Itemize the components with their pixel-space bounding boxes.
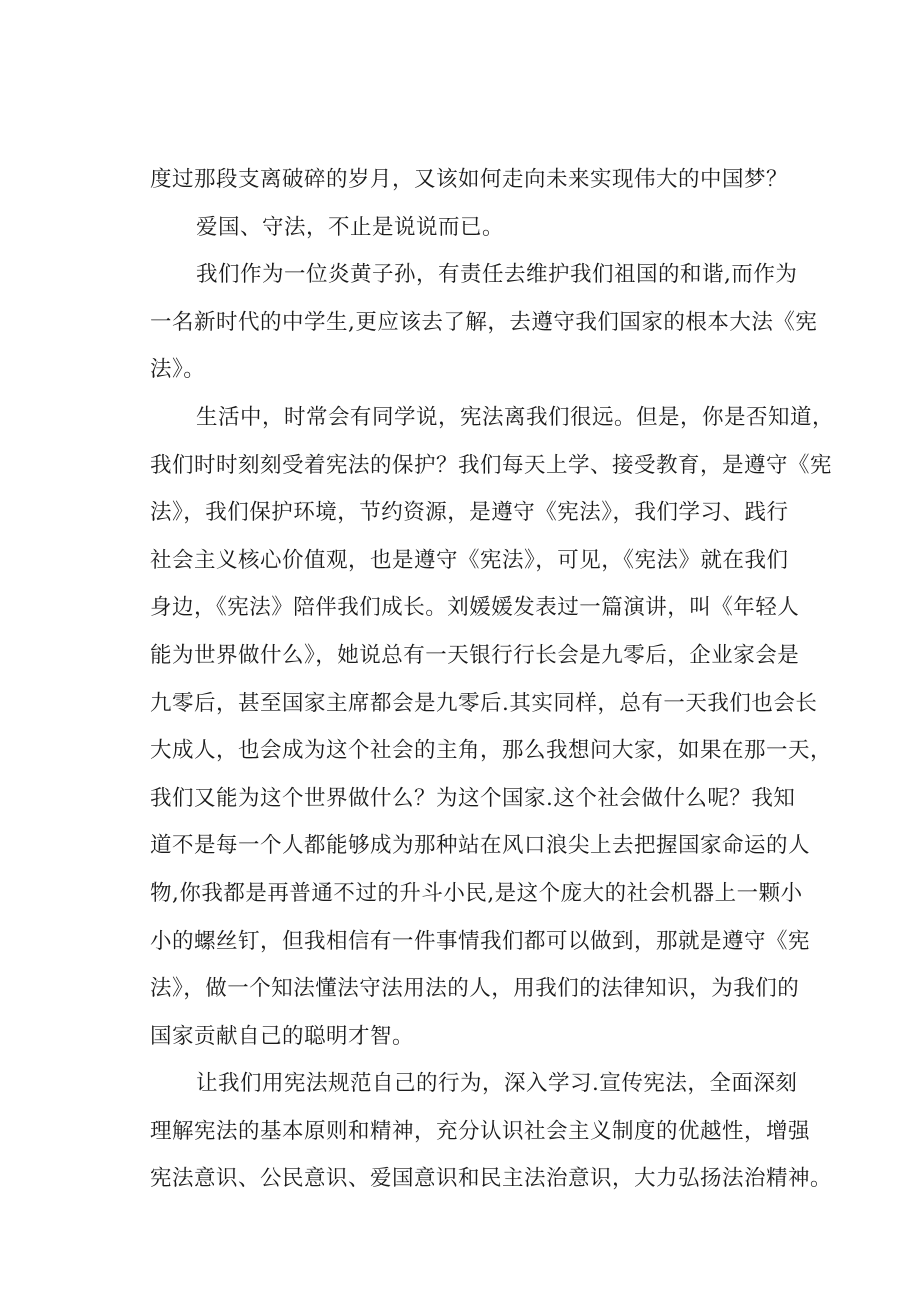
- paragraph-line: 生活中，时常会有同学说，宪法离我们很远。但是，你是否知道，: [196, 404, 835, 430]
- text-line: 法》，我们保护环境，节约资源，是遵守《宪法》，我们学习、践行: [150, 500, 789, 526]
- text-line: 度过那段支离破碎的岁月，又该如何走向未来实现伟大的中国梦？: [150, 167, 789, 192]
- text-line: 物,你我都是再普通不过的升斗小民,是这个庞大的社会机器上一颗小: [150, 880, 803, 906]
- text-line: 法》。: [150, 357, 206, 383]
- text-line: 身边，《宪法》陪伴我们成长。刘媛媛发表过一篇演讲，叫《年轻人: [150, 595, 800, 621]
- paragraph-line: 让我们用宪法规范自己的行为，深入学习.宣传宪法，全面深刻: [196, 1071, 798, 1097]
- text-line: 小的螺丝钉，但我相信有一件事情我们都可以做到，那就是遵守《宪: [150, 928, 811, 954]
- text-line: 一名新时代的中学生,更应该去了解，去遵守我们国家的根本大法《宪: [150, 309, 818, 335]
- text-line: 法》，做一个知法懂法守法用法的人，用我们的法律知识，为我们的: [150, 976, 800, 1002]
- text-line: 九零后，甚至国家主席都会是九零后.其实同样，总有一天我们也会长: [150, 690, 818, 716]
- text-line: 道不是每一个人都能够成为那种站在风口浪尖上去把握国家命运的人: [150, 833, 811, 859]
- text-line: 社会主义核心价值观，也是遵守《宪法》，可见，《宪法》就在我们: [150, 547, 789, 573]
- text-line: 能为世界做什么》，她说总有一天银行行长会是九零后，企业家会是: [150, 642, 800, 668]
- paragraph-line: 爱国、守法，不止是说说而已。: [196, 214, 505, 240]
- text-line: 我们时时刻刻受着宪法的保护？我们每天上学、接受教育，是遵守《宪: [150, 452, 833, 478]
- document-body: [150, 156, 835, 1203]
- paragraph-line: 我们作为一位炎黄子孙，有责任去维护我们祖国的和谐,而作为: [196, 262, 798, 288]
- text-line: 理解宪法的基本原则和精神，充分认识社会主义制度的优越性，增强: [150, 1118, 811, 1144]
- text-line: 宪法意识、公民意识、爱国意识和民主法治意识，大力弘扬法治精神。: [150, 1166, 833, 1192]
- text-line: 大成人，也会成为这个社会的主角，那么我想问大家，如果在那一天，: [150, 738, 833, 764]
- text-line: 我们又能为这个世界做什么？为这个国家.这个社会做什么呢？我知: [150, 785, 796, 811]
- text-line: 国家贡献自己的聪明才智。: [150, 1023, 415, 1049]
